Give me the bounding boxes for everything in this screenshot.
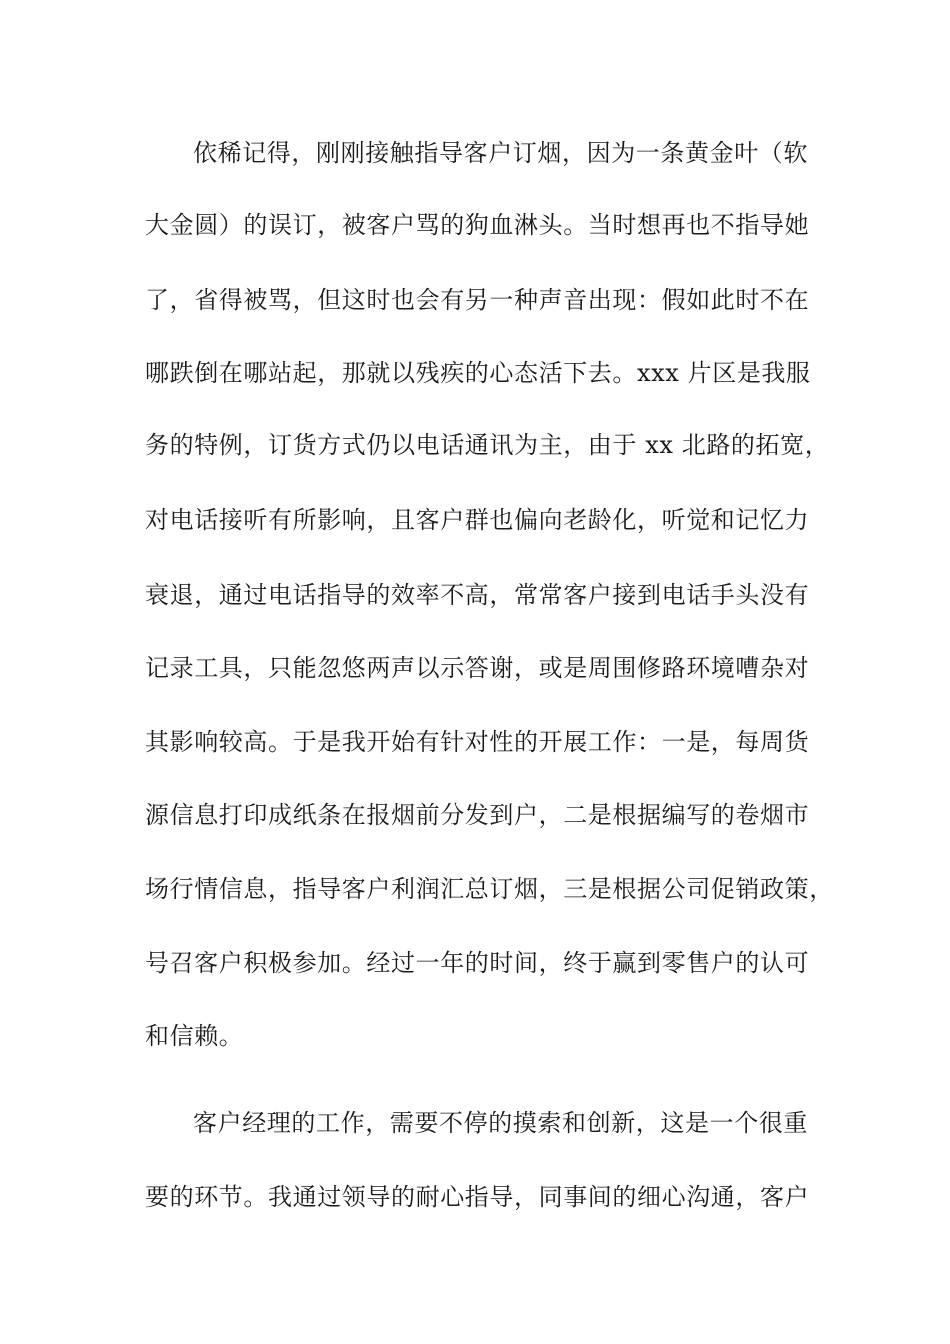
paragraph-1-line-3: 了，省得被骂，但这时也会有另一种声音出现：假如此时不在 [145, 286, 810, 314]
paragraph-2-line-1: 客户经理的工作，需要不停的摸索和创新，这是一个很重 [193, 1109, 808, 1137]
paragraph-2-line-2: 要的环节。我通过领导的耐心指导，同事间的细心沟通，客户 [145, 1183, 810, 1211]
paragraph-1-line-8: 记录工具，只能忽悠两声以示答谢，或是周围修路环境嘈杂对 [145, 654, 810, 682]
paragraph-1-line-9: 其影响较高。于是我开始有针对性的开展工作：一是，每周货 [145, 728, 810, 756]
paragraph-1-line-4: 哪跌倒在哪站起，那就以残疾的心态活下去。xxx 片区是我服 [145, 359, 811, 387]
paragraph-1-line-12: 号召客户积极参加。经过一年的时间，终于赢到零售户的认可 [145, 949, 810, 977]
paragraph-1-line-7: 衰退，通过电话指导的效率不高，常常客户接到电话手头没有 [145, 581, 810, 609]
paragraph-1-line-13: 和信赖。 [145, 1022, 244, 1050]
paragraph-1-line-10: 源信息打印成纸条在报烟前分发到户，二是根据编写的卷烟市 [145, 801, 810, 829]
paragraph-1-line-1: 依稀记得，刚刚接触指导客户订烟，因为一条黄金叶（软 [193, 139, 808, 167]
paragraph-1-line-5: 务的特例，订货方式仍以电话通讯为主，由于 xx 北路的拓宽， [145, 431, 830, 459]
paragraph-1-line-6: 对电话接听有所影响，且客户群也偏向老龄化，听觉和记忆力 [145, 506, 810, 534]
paragraph-1-line-11: 场行情信息，指导客户利润汇总订烟，三是根据公司促销政策， [145, 875, 834, 903]
paragraph-1-line-2: 大金圆）的误订，被客户骂的狗血淋头。当时想再也不指导她 [145, 211, 810, 239]
